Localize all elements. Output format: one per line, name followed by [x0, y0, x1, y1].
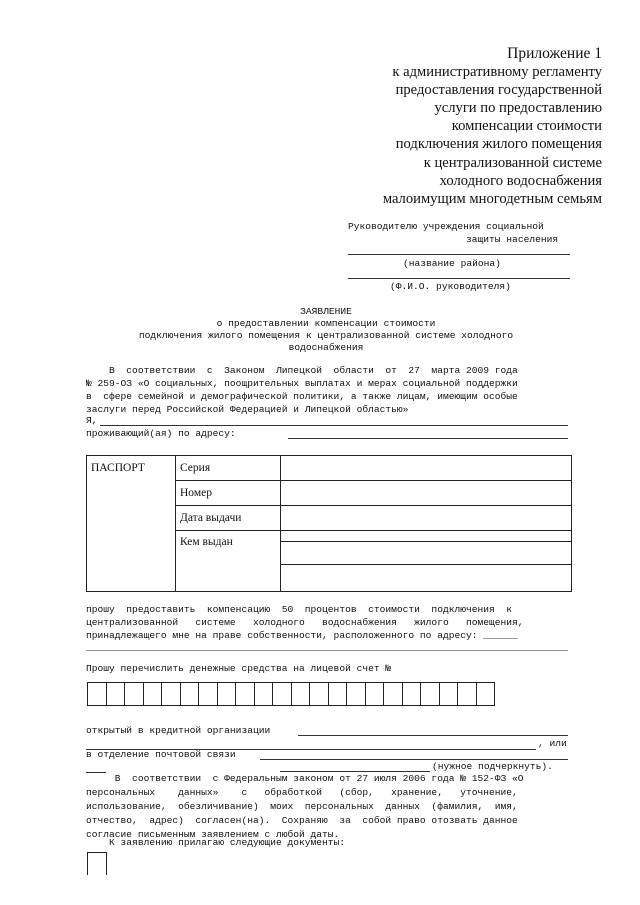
account-cell[interactable]	[402, 682, 422, 706]
passport-label: ПАСПОРТ	[87, 456, 176, 592]
account-cell[interactable]	[328, 682, 348, 706]
account-cell[interactable]	[143, 682, 163, 706]
title-line: подключения жилого помещения к централизованной системе холодного	[138, 330, 514, 341]
passport-issuer-field-2[interactable]	[281, 542, 572, 565]
property-address-field[interactable]	[86, 650, 568, 651]
passport-issuer-field-3[interactable]	[281, 565, 572, 592]
appendix-line: холодного водоснабжения	[439, 172, 602, 189]
passport-series-field[interactable]	[281, 456, 572, 481]
name-label: Я,	[86, 415, 98, 426]
account-cell[interactable]	[439, 682, 459, 706]
account-cell[interactable]	[198, 682, 218, 706]
account-cell[interactable]	[124, 682, 144, 706]
passport-issuer-label: Кем выдан	[176, 531, 281, 592]
addressee-line2: защиты населения	[466, 234, 559, 245]
account-cell[interactable]	[457, 682, 477, 706]
account-cell[interactable]	[254, 682, 274, 706]
account-number-cells[interactable]	[87, 682, 494, 706]
passport-number-label: Номер	[176, 481, 281, 506]
account-cell[interactable]	[309, 682, 329, 706]
account-cell[interactable]	[383, 682, 403, 706]
consent-line: В соответствии с Федеральным законом от 27 июля 2006 года № 152-ФЗ «О	[86, 773, 524, 784]
consent-line: согласие письменным заявлением с любой даты.	[86, 829, 340, 840]
passport-number-field[interactable]	[281, 481, 572, 506]
title-line: водоснабжения	[288, 342, 364, 353]
head-name-field[interactable]	[348, 278, 570, 279]
account-cell[interactable]	[87, 682, 107, 706]
consent-line: персональных данных» с обработкой (сбор, хранение, уточнение,	[86, 787, 518, 798]
intro-line: № 259-ОЗ «О социальных, поощрительных выплатах и мерах социальной поддержки	[86, 378, 518, 389]
address-label: проживающий(ая) по адресу:	[86, 428, 236, 439]
title-line: о предоставлении компенсации стоимости	[216, 318, 436, 329]
consent-line: использование, обезличивание) моих персональных данных (фамилия, имя,	[86, 801, 518, 812]
passport-date-field[interactable]	[281, 506, 572, 531]
district-field[interactable]	[348, 254, 570, 255]
appendix-line: предоставления государственной	[395, 82, 602, 99]
appendix-header	[312, 45, 602, 208]
attachment-checkbox[interactable]	[87, 852, 107, 875]
document-title: ЗАЯВЛЕНИЕ	[300, 306, 352, 317]
appendix-line: к административному регламенту	[392, 64, 602, 81]
intro-line: в сфере семейной и демографической политики, а также лицам, имеющим особые	[86, 391, 518, 402]
or-label: , или	[538, 738, 567, 749]
account-cell[interactable]	[365, 682, 385, 706]
head-name-hint: (Ф.И.О. руководителя)	[390, 281, 511, 292]
account-cell[interactable]	[291, 682, 311, 706]
passport-issuer-field[interactable]	[281, 531, 572, 542]
passport-date-label: Дата выдачи	[176, 506, 281, 531]
account-cell[interactable]	[235, 682, 255, 706]
passport-series-label: Серия	[176, 456, 281, 481]
attachments-label: К заявлению прилагаю следующие документы:	[86, 837, 346, 848]
name-field[interactable]	[100, 425, 568, 426]
account-cell[interactable]	[272, 682, 292, 706]
addressee-line1: Руководителю учреждения социальной	[348, 221, 544, 232]
account-cell[interactable]	[217, 682, 237, 706]
district-hint: (название района)	[403, 258, 501, 269]
passport-table	[86, 455, 572, 592]
request-line: принадлежащего мне на праве собственности, расположенного по адресу: ______	[86, 630, 518, 641]
appendix-line: малоимущим многодетным семьям	[382, 190, 602, 207]
credit-org-label: открытый в кредитной организации	[86, 725, 271, 736]
intro-line: заслуги перед Российской Федерацией и Липецкой областью»	[86, 404, 409, 415]
intro-line: В соответствии с Законом Липецкой области от 27 марта 2009 года	[86, 365, 518, 376]
account-cell[interactable]	[180, 682, 200, 706]
account-cell[interactable]	[106, 682, 126, 706]
credit-org-field[interactable]	[298, 735, 568, 736]
consent-line: отчество, адрес) согласен(на). Сохраняю за собой право отозвать данное	[86, 815, 518, 826]
appendix-line: Приложение 1	[507, 45, 602, 62]
account-label: Прошу перечислить денежные средства на лицевой счет №	[86, 663, 392, 674]
request-line: централизованной системе холодного водоснабжения жилого помещения,	[86, 617, 524, 628]
appendix-line: к централизованной системе	[423, 154, 602, 171]
account-cell[interactable]	[476, 682, 496, 706]
appendix-line: подключения жилого помещения	[395, 136, 602, 153]
appendix-line: компенсации стоимости	[451, 118, 602, 135]
appendix-line: услуги по предоставлению	[434, 100, 602, 117]
underline-hint: (нужное подчеркнуть).	[432, 761, 553, 772]
account-cell[interactable]	[346, 682, 366, 706]
request-line: прошу предоставить компенсацию 50 процентов стоимости подключения к	[86, 604, 513, 615]
account-cell[interactable]	[420, 682, 440, 706]
address-field[interactable]	[288, 438, 568, 439]
post-office-label: в отделение почтовой связи	[86, 749, 236, 760]
account-cell[interactable]	[161, 682, 181, 706]
